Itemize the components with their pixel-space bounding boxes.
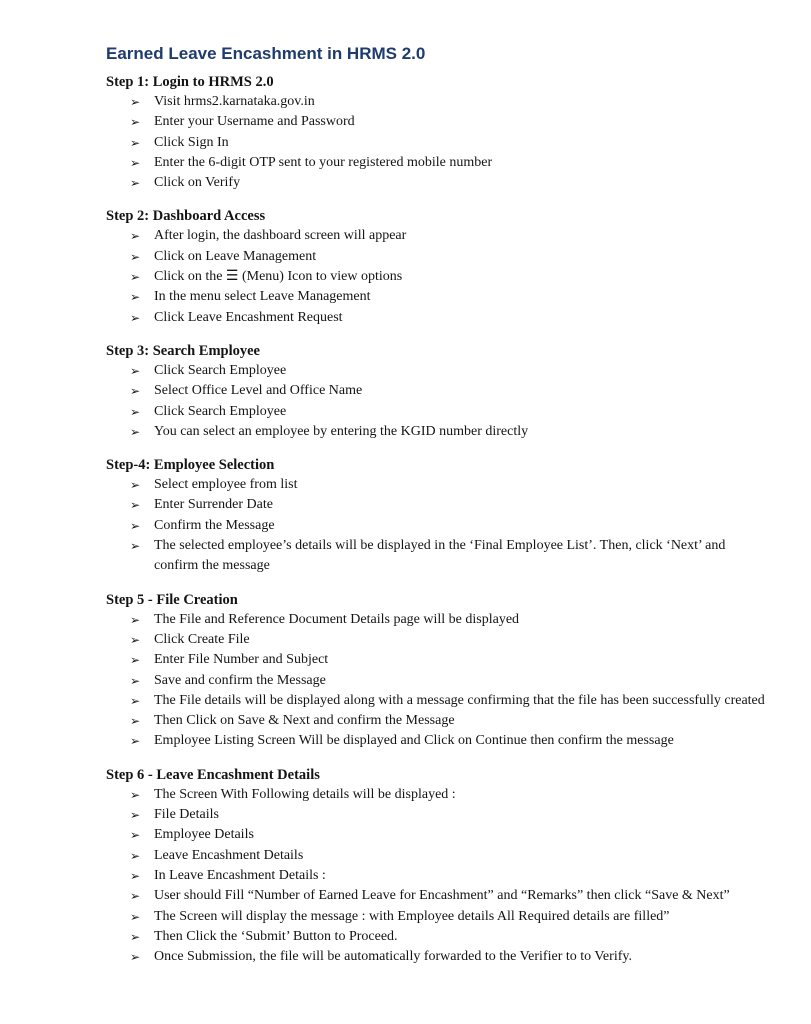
list-item bbox=[130, 805, 771, 825]
list-item bbox=[130, 691, 771, 711]
arrow-bullet-icon: ➢ bbox=[130, 889, 141, 904]
arrow-bullet-icon: ➢ bbox=[130, 909, 141, 924]
list-item bbox=[130, 731, 771, 751]
list-item-text: Save and confirm the Message bbox=[154, 672, 326, 688]
list-item bbox=[130, 287, 771, 307]
list-item bbox=[130, 381, 771, 401]
list-item-text: Visit hrms2.karnataka.gov.in bbox=[154, 94, 315, 109]
arrow-bullet-icon: ➢ bbox=[130, 714, 141, 729]
list-item bbox=[130, 226, 771, 246]
sections-container bbox=[106, 72, 771, 967]
list-item bbox=[130, 173, 771, 193]
list-item bbox=[130, 475, 771, 495]
list-item-text: Select Office Level and Office Name bbox=[154, 383, 363, 399]
step-list bbox=[106, 475, 771, 576]
list-item bbox=[130, 133, 771, 153]
step-section bbox=[106, 72, 771, 193]
step-section bbox=[106, 206, 771, 327]
step-list bbox=[106, 610, 771, 752]
list-item bbox=[130, 907, 771, 927]
arrow-bullet-icon: ➢ bbox=[130, 290, 141, 305]
list-item-text: The File details will be displayed along with a message confirming that the file has been successfully created bbox=[154, 692, 765, 708]
list-item bbox=[130, 846, 771, 866]
arrow-bullet-icon: ➢ bbox=[130, 787, 141, 802]
list-item bbox=[130, 711, 771, 731]
arrow-bullet-icon: ➢ bbox=[130, 808, 141, 823]
list-item bbox=[130, 947, 771, 967]
step-heading: Step 6 - Leave Encashment Details bbox=[106, 766, 320, 783]
list-item bbox=[130, 153, 771, 173]
arrow-bullet-icon: ➢ bbox=[130, 950, 141, 965]
list-item-text: You can select an employee by entering the KGID number directly bbox=[154, 423, 529, 439]
arrow-bullet-icon: ➢ bbox=[130, 95, 141, 109]
list-item-text: File Details bbox=[154, 807, 219, 823]
arrow-bullet-icon: ➢ bbox=[130, 229, 141, 244]
step-section bbox=[106, 590, 771, 752]
list-item bbox=[130, 610, 771, 630]
list-item bbox=[130, 247, 771, 267]
list-item bbox=[130, 267, 771, 287]
list-item bbox=[130, 112, 771, 132]
list-item-text: Select employee from list bbox=[154, 477, 298, 493]
list-item-text: The Screen With Following details will be displayed : bbox=[154, 786, 456, 802]
list-item-text: Then Click the ‘Submit’ Button to Proceed. bbox=[154, 928, 398, 944]
list-item-text: Click on Leave Management bbox=[154, 248, 317, 264]
list-item-text: Confirm the Message bbox=[154, 517, 275, 533]
list-item bbox=[130, 671, 771, 691]
list-item-text: Click Leave Encashment Request bbox=[154, 309, 343, 325]
arrow-bullet-icon: ➢ bbox=[130, 693, 141, 708]
list-item-text: Click Sign In bbox=[154, 134, 229, 150]
arrow-bullet-icon: ➢ bbox=[130, 929, 141, 944]
list-item bbox=[130, 886, 771, 906]
step-heading: Step-4: Employee Selection bbox=[106, 457, 275, 474]
list-item bbox=[130, 650, 771, 670]
list-item bbox=[130, 785, 771, 805]
list-item-text: Click Search Employee bbox=[154, 403, 287, 419]
arrow-bullet-icon: ➢ bbox=[130, 734, 141, 749]
list-item-text: The File and Reference Document Details page will be displayed bbox=[154, 611, 520, 627]
arrow-bullet-icon: ➢ bbox=[130, 404, 141, 419]
list-item bbox=[130, 402, 771, 422]
list-item bbox=[130, 361, 771, 381]
list-item bbox=[130, 536, 771, 577]
step-heading: Step 1: Login to HRMS 2.0 bbox=[106, 74, 274, 90]
step-section bbox=[106, 765, 771, 968]
arrow-bullet-icon: ➢ bbox=[130, 478, 141, 493]
arrow-bullet-icon: ➢ bbox=[130, 828, 141, 843]
list-item bbox=[130, 308, 771, 328]
document-title: Earned Leave Encashment in HRMS 2.0 bbox=[106, 44, 426, 63]
list-item-text: Click Create File bbox=[154, 631, 250, 647]
list-item-text: The Screen will display the message : with Employee details All Required details are filled” bbox=[154, 908, 670, 924]
list-item-text: Once Submission, the file will be automatically forwarded to the Verifier to to Verify. bbox=[154, 949, 632, 965]
step-heading: Step 5 - File Creation bbox=[106, 591, 238, 608]
list-item-text: Leave Encashment Details bbox=[154, 847, 304, 863]
arrow-bullet-icon: ➢ bbox=[130, 363, 141, 378]
arrow-bullet-icon: ➢ bbox=[130, 498, 141, 513]
list-item bbox=[130, 516, 771, 536]
arrow-bullet-icon: ➢ bbox=[130, 653, 141, 668]
arrow-bullet-icon: ➢ bbox=[130, 249, 141, 264]
arrow-bullet-icon: ➢ bbox=[130, 632, 141, 647]
step-section bbox=[106, 455, 771, 576]
step-heading: Step 3: Search Employee bbox=[106, 342, 260, 359]
arrow-bullet-icon: ➢ bbox=[130, 673, 141, 688]
arrow-bullet-icon: ➢ bbox=[130, 384, 141, 399]
list-item-text: Enter the 6-digit OTP sent to your registered mobile number bbox=[154, 154, 493, 170]
list-item bbox=[130, 422, 771, 442]
list-item bbox=[130, 866, 771, 886]
list-item-text: Employee Listing Screen Will be displayed and Click on Continue then confirm the message bbox=[154, 733, 674, 749]
arrow-bullet-icon: ➢ bbox=[130, 135, 141, 150]
list-item-text: Enter File Number and Subject bbox=[154, 652, 329, 668]
step-heading: Step 2: Dashboard Access bbox=[106, 208, 266, 225]
arrow-bullet-icon: ➢ bbox=[130, 424, 141, 439]
list-item-text: In Leave Encashment Details : bbox=[154, 867, 326, 883]
list-item-text: Click on the ☰ (Menu) Icon to view options bbox=[154, 269, 403, 285]
list-item-text: Then Click on Save & Next and confirm the Message bbox=[154, 713, 455, 729]
arrow-bullet-icon: ➢ bbox=[130, 868, 141, 883]
list-item-text: After login, the dashboard screen will appear bbox=[154, 228, 407, 244]
step-list bbox=[106, 785, 771, 968]
arrow-bullet-icon: ➢ bbox=[130, 612, 141, 627]
arrow-bullet-icon: ➢ bbox=[130, 539, 141, 554]
step-section bbox=[106, 341, 771, 442]
step-list bbox=[106, 92, 771, 193]
arrow-bullet-icon: ➢ bbox=[130, 518, 141, 533]
list-item-text: Enter Surrender Date bbox=[154, 497, 273, 513]
list-item bbox=[130, 92, 771, 112]
arrow-bullet-icon: ➢ bbox=[130, 176, 141, 191]
list-item-text: Enter your Username and Password bbox=[154, 114, 355, 130]
list-item bbox=[130, 630, 771, 650]
arrow-bullet-icon: ➢ bbox=[130, 310, 141, 325]
list-item bbox=[130, 495, 771, 515]
list-item-text: The selected employee’s details will be displayed in the ‘Final Employee List’. Then, click ‘Next’ and confirm the message bbox=[154, 538, 726, 574]
step-list bbox=[106, 361, 771, 442]
list-item bbox=[130, 825, 771, 845]
arrow-bullet-icon: ➢ bbox=[130, 115, 141, 130]
list-item-text: Employee Details bbox=[154, 827, 254, 843]
step-list bbox=[106, 226, 771, 327]
list-item-text: In the menu select Leave Management bbox=[154, 289, 371, 305]
list-item bbox=[130, 927, 771, 947]
arrow-bullet-icon: ➢ bbox=[130, 270, 141, 285]
list-item-text: User should Fill “Number of Earned Leave for Encashment” and “Remarks” then click “Save & Next” bbox=[154, 888, 730, 904]
list-item-text: Click on Verify bbox=[154, 175, 241, 191]
arrow-bullet-icon: ➢ bbox=[130, 155, 141, 170]
arrow-bullet-icon: ➢ bbox=[130, 848, 141, 863]
list-item-text: Click Search Employee bbox=[154, 362, 287, 378]
